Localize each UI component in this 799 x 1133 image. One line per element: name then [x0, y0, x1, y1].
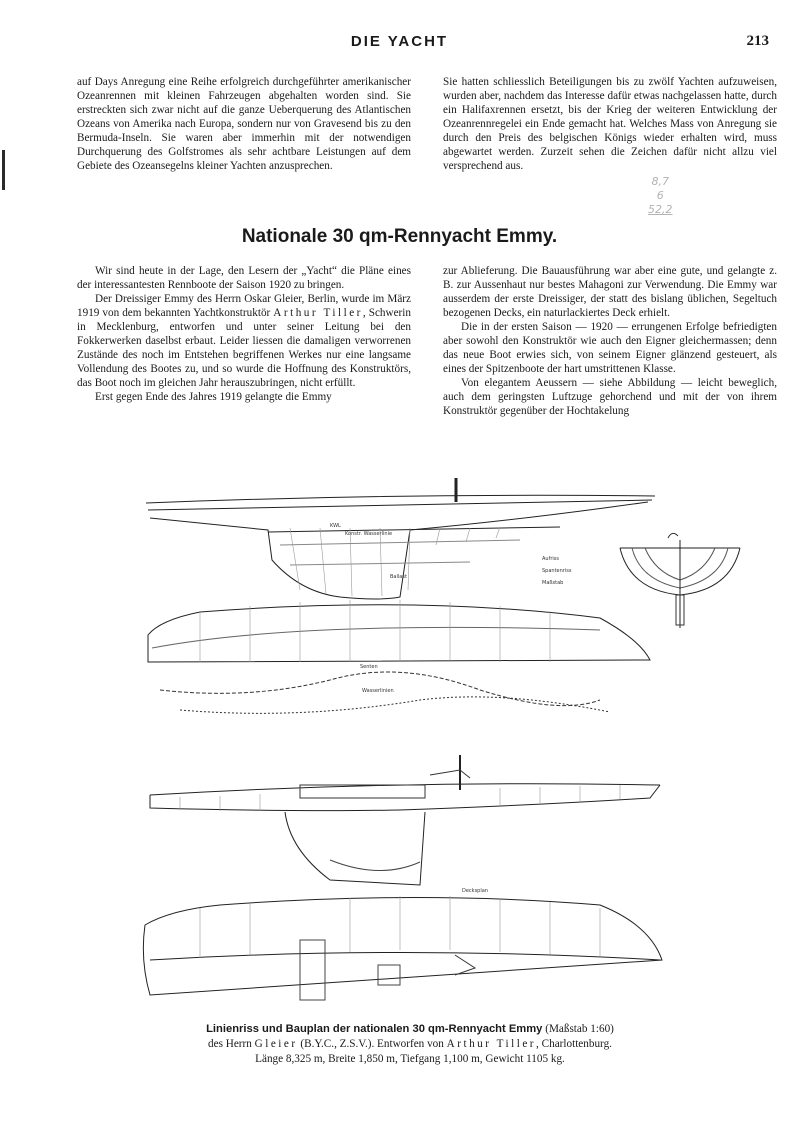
caption-line — [150, 1037, 670, 1052]
intro-left-text: auf Days Anregung eine Reihe erfolgreich durchgeführter amerikanischer Ozeanrennen mit kleinen Fahrzeugen abgehalten worden sind. Sie erstreckten sich zwar nicht auf die ganze Ueberquerung des Atlantischen Ozeans von Amerika nach Europa, sondern nur von Gravesend bis zu den Bermuda-Inseln. Sie waren aber immerhin mit der notwendigen Durchquerung des Golfstromes als sehr achtbare Leistungen auf dem Gebiete des Ozeansegelns kleiner Yachten anzusprechen. — [77, 76, 411, 172]
drawing-label: Senten — [360, 664, 378, 670]
intro-right-text: Sie hatten schliesslich Beteiligungen bis zu zwölf Yachten aufzuweisen, wurden aber, nachdem das Interesse dafür etwas nachgelassen hatte, durch ein Halifaxrennen ersetzt, bis der Krieg der weiteren Entwicklung der Ozeanrennregelei ein Ende gemacht hat. Welches Mass von Anregung sie durch den Preis des belgischen Königs wieder erhalten wird, muss abgewartet werden. Zurzeit sehen die Zeichen dafür nicht allzu viel versprechend aus. — [443, 76, 777, 172]
article-paragraph: Von elegantem Aeussern — siehe Abbildung — leicht beweglich, auch dem geringsten Luftzuge gehorchend und mit der von ihrem Konstruktör gegenüber der Hochtakelung — [443, 377, 777, 417]
waterlines-plan-drawing — [148, 600, 650, 713]
caption-owner: Gleier — [254, 1038, 298, 1050]
page-number: 213 — [746, 33, 769, 49]
pencil-note: 6 — [656, 189, 664, 202]
hull-keel-profile — [150, 502, 648, 599]
body-plan-drawing — [620, 533, 740, 628]
caption-scale: (Maßstab 1:60) — [542, 1023, 614, 1035]
waterline — [268, 527, 560, 532]
drawing-label: Konstr. Wasserlinie — [345, 531, 393, 537]
drawing-label: KWL — [330, 523, 341, 529]
paragraph-text: , Schwerin in Mecklenburg, entworfen und unter seiner Leitung bei den Fokkerwerken daselbst erbaut. Leider liessen die damaligen verworrenen Zustände des noch im Entstehen begriffenen Werkes nur eine langsame Vollendung des Bootes zu, und so wurde die Hoffnung des Konstruktörs, das Boot noch im gleichen Jahr herauszubringen, nicht erfüllt. — [77, 307, 411, 389]
article-title: Nationale 30 qm-Rennyacht Emmy. — [241, 226, 558, 247]
caption-line — [150, 1022, 670, 1037]
drawing-label: Maßstab — [542, 580, 564, 586]
article-paragraph: Die in der ersten Saison — 1920 — errungenen Erfolge befriedigten aber sowohl den Konstruktör wie auch den Eigner gleichermassen; denn das neue Boot erwies sich, von seinem Eigner glänzend gesteuert, als eines der Spitzenboote der hart umstrittenen Klasse. — [443, 321, 777, 375]
pencil-note: 52,2 — [648, 203, 673, 216]
pencil-note: 8,7 — [651, 175, 669, 188]
caption-dimensions: Länge 8,325 m, Breite 1,850 m, Tiefgang 1,100 m, Gewicht 1105 kg. — [255, 1053, 565, 1065]
article-paragraph: zur Ablieferung. Die Bauausführung war aber eine gute, und gelangte z. B. zur Aussenhaut nur bestes Mahagoni zur Verwendung. Die Emmy war ausserdem der erste Dreissiger, der statt des bislang üblichen, Segeltuch bezogenen Decks, ein naturlackiertes Deck erhielt. — [443, 265, 777, 319]
article-paragraph: Wir sind heute in der Lage, den Lesern der „Yacht“ die Pläne eines der interessantesten Rennboote der Saison 1920 zu bringen. — [77, 265, 411, 291]
paragraph-text: Der Dreissiger Emmy des Herrn Oskar Gleier, Berlin, wurde im März 1919 von dem bekannten Yachtkonstruktör — [77, 293, 411, 319]
caption-designer: Arthur Tiller — [446, 1038, 537, 1050]
caption-title: Linienriss und Bauplan der nationalen 30 qm-Rennyacht Emmy — [206, 1023, 543, 1035]
caption-text: (B.Y.C., Z.S.V.). Entworfen von — [297, 1038, 447, 1050]
drawing-label: Decksplan — [462, 888, 488, 894]
designer-name: Arthur Tiller — [273, 307, 363, 319]
caption-text: , Charlottenburg. — [536, 1038, 612, 1050]
drawing-label: Aufriss — [542, 556, 560, 562]
drawing-label: Ballast — [390, 574, 407, 580]
deck-plan-drawing — [143, 896, 662, 1000]
drawing-label: Spantenriss — [542, 568, 572, 574]
figure-caption — [150, 1022, 670, 1067]
article-paragraph: Erst gegen Ende des Jahres 1919 gelangte die Emmy — [95, 391, 332, 403]
construction-profile-drawing — [150, 755, 660, 885]
hull-deck-line — [148, 500, 652, 510]
running-header: DIE YACHT — [350, 33, 449, 50]
drawing-label: Wasserlinien — [362, 688, 394, 694]
profile-drawing — [146, 478, 655, 599]
caption-text: des Herrn — [208, 1038, 255, 1050]
